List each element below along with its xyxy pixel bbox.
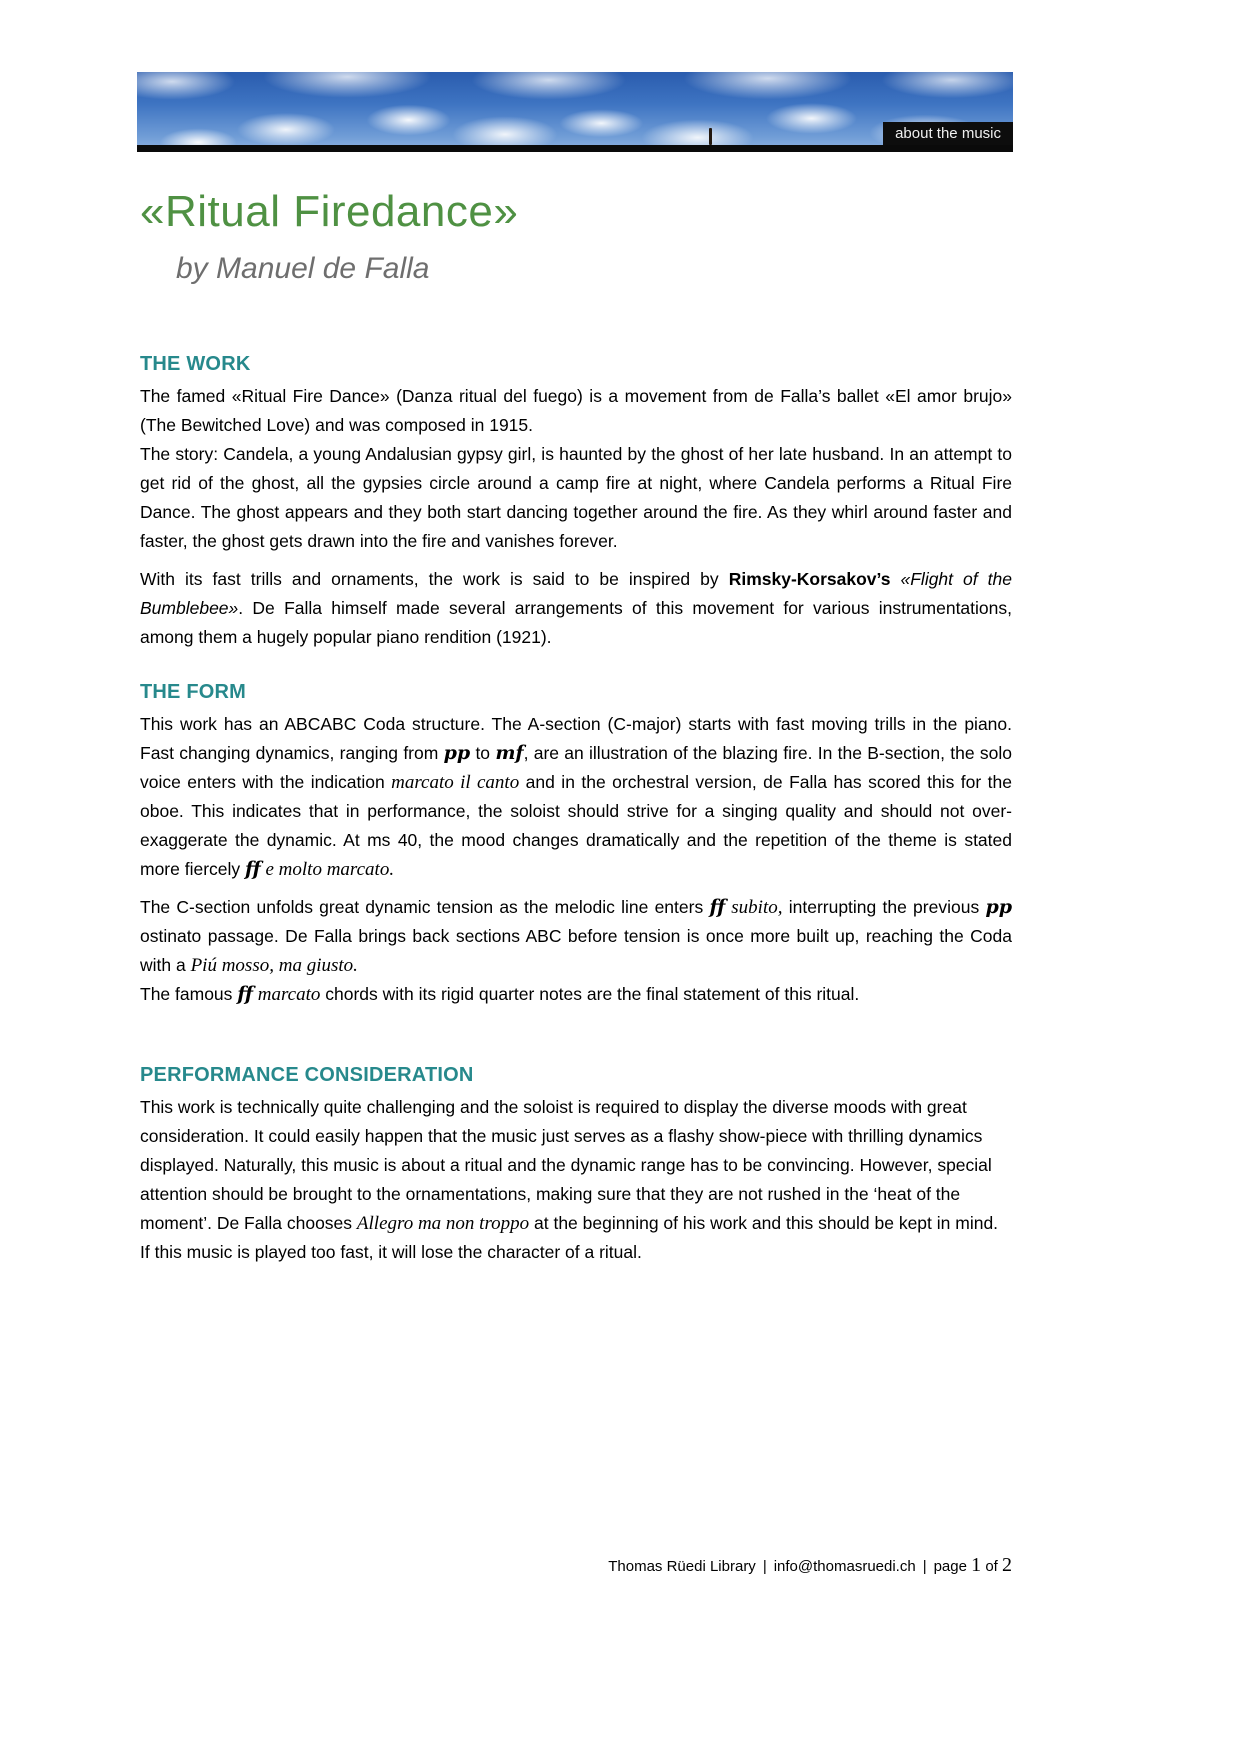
text-segment-bold: Rimsky-Korsakov’s xyxy=(728,569,891,589)
text-segment: The C-section unfolds great dynamic tension as the melodic line enters xyxy=(140,897,710,917)
music-term: subito, xyxy=(725,897,783,918)
paragraph-work-3 xyxy=(140,565,1012,652)
text-segment: With its fast trills and ornaments, the work is said to be inspired by xyxy=(140,569,729,589)
dynamic-marking-pp: pp xyxy=(985,896,1013,918)
text-segment: at the beginning of his work and this should be kept in mind. If this music is played too fast, it will lose the character of a ritual. xyxy=(140,1213,999,1262)
section-heading-performance: PERFORMANCE CONSIDERATION xyxy=(140,1064,474,1086)
section-the-form xyxy=(140,680,1012,1009)
text-segment: The famous xyxy=(140,984,238,1004)
section-heading-the-form: THE FORM xyxy=(140,681,247,703)
statue-silhouette xyxy=(709,128,712,145)
paragraph-form-1 xyxy=(140,710,1012,884)
dynamic-marking-ff: ff xyxy=(709,896,726,918)
dynamic-marking-ff: ff xyxy=(237,983,253,1005)
text-segment: ostinato passage. De Falla brings back sections ABC before tension is once more built up, reaching the Coda with a xyxy=(140,926,1012,975)
paragraph-performance-1 xyxy=(140,1093,1012,1267)
section-heading-the-work: THE WORK xyxy=(140,353,251,375)
text-segment: interrupting the previous xyxy=(782,897,986,917)
footer-separator: | xyxy=(922,1558,927,1575)
header-banner-image xyxy=(137,72,1013,152)
footer-page-total: 2 xyxy=(1002,1554,1012,1576)
music-term: marcato il canto xyxy=(391,772,520,793)
text-segment: to xyxy=(470,743,496,763)
dynamic-marking-ff: ff xyxy=(245,858,261,880)
text-segment: chords with its rigid quarter notes are the final statement of this ritual. xyxy=(320,984,860,1004)
music-term: e molto marcato. xyxy=(260,859,395,880)
footer-page-label: page xyxy=(933,1558,967,1575)
paragraph-form-3 xyxy=(140,980,1012,1009)
footer-separator: | xyxy=(762,1558,767,1575)
footer-of-label: of xyxy=(985,1558,998,1575)
text-segment-italic: «Flight of the Bumblebee» xyxy=(140,569,1012,618)
page-footer xyxy=(608,1554,1012,1577)
page-subtitle: by Manuel de Falla xyxy=(176,252,430,285)
music-term: Allegro ma non troppo xyxy=(356,1213,530,1234)
dynamic-marking-pp: pp xyxy=(443,742,471,764)
dynamic-marking-mf: mf xyxy=(495,742,524,764)
section-the-work xyxy=(140,352,1012,652)
footer-page-current: 1 xyxy=(971,1554,982,1576)
section-performance-consideration xyxy=(140,1063,1012,1267)
page-title: «Ritual Firedance» xyxy=(140,187,519,236)
footer-email: info@thomasruedi.ch xyxy=(773,1558,916,1575)
text-segment: This work has an ABCABC Coda structure. The A-section (C-major) starts with fast moving trills in the piano. Fast changing dynamics, ranging from xyxy=(140,714,1012,763)
footer-library-name: Thomas Rüedi Library xyxy=(608,1558,756,1575)
paragraph-work-1: The famed «Ritual Fire Dance» (Danza ritual del fuego) is a movement from de Falla’s ballet «El amor brujo» (The Bewitched Love) and was composed in 1915. xyxy=(140,386,1012,435)
document-content xyxy=(140,152,1012,1267)
music-term: Piú mosso, ma giusto. xyxy=(190,955,358,976)
banner-label: about the music xyxy=(883,122,1013,145)
text-segment: . De Falla himself made several arrangements of this movement for various instrumentations, among them a hugely popular piano rendition (1921). xyxy=(140,598,1012,647)
paragraph-work-2: The story: Candela, a young Andalusian gypsy girl, is haunted by the ghost of her late husband. In an attempt to get rid of the ghost, all the gypsies circle around a camp fire at night, where Candela performs a Ritual Fire Dance. The ghost appears and they both start dancing together around the fire. As they whirl around faster and faster, the ghost gets drawn into the fire and vanishes forever. xyxy=(140,444,1012,551)
text-segment: , are an illustration of the blazing fire. In the B-section, the solo voice enters with the indication xyxy=(140,743,1012,792)
paragraph-form-2 xyxy=(140,893,1012,980)
music-term: marcato xyxy=(253,984,321,1005)
text-segment: This work is technically quite challenging and the soloist is required to display the diverse moods with great consideration. It could easily happen that the music just serves as a flashy show-piece with thrilling dynamics displayed. Naturally, this music is about a ritual and the dynamic range has to be convincing. However, special attention should be brought to the ornamentations, making sure that they are not rushed in the ‘heat of the moment’. De Falla chooses xyxy=(140,1097,992,1233)
text-segment: and in the orchestral version, de Falla has scored this for the oboe. This indicates that in performance, the soloist should strive for a singing quality and should not over-exaggerate the dynamic. At ms 40, the mood changes dramatically and the repetition of the theme is stated more fiercely xyxy=(140,772,1012,879)
